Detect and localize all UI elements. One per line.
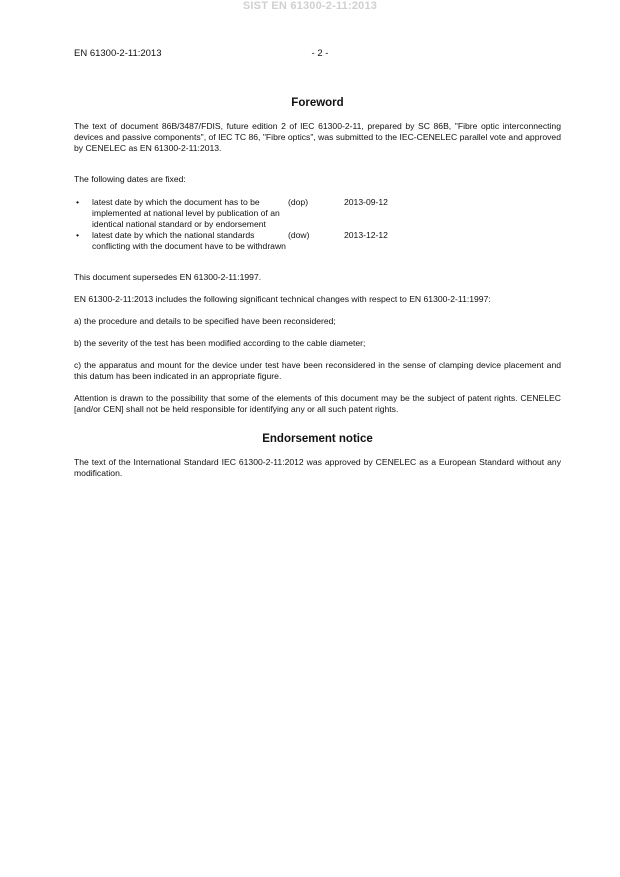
- date-row-dop: [74, 197, 561, 230]
- foreword-intro-paragraph: The text of document 86B/3487/FDIS, future edition 2 of IEC 61300-2-11, prepared by SC 86B, "Fibre optic interconnecting devices and passive components", of IEC TC 86, "Fibre optics", was submitted to the IEC-CENELEC parallel vote and approved by CENELEC as EN 61300-2-11:2013.: [74, 121, 561, 153]
- bullet-marker: •: [76, 197, 80, 207]
- date-value: 2013-09-12: [344, 197, 388, 207]
- watermark: SIST EN 61300-2-11:2013: [242, 0, 378, 12]
- page-content: [74, 98, 561, 479]
- change-c-paragraph: c) the apparatus and mount for the device under test have been reconsidered in the sense of clamping device placement and this datum has been indicated in an appropriate figure.: [74, 360, 561, 381]
- foreword-title: Foreword: [291, 97, 344, 109]
- date-description: latest date by which the national standards conflicting with the document have to be withdrawn: [92, 230, 286, 251]
- dates-intro-paragraph: The following dates are fixed:: [74, 174, 186, 184]
- date-value: 2013-12-12: [344, 230, 388, 240]
- bullet-marker: •: [76, 230, 80, 240]
- changes-intro-paragraph: EN 61300-2-11:2013 includes the following significant technical changes with respect to EN 61300-2-11:1997:: [74, 294, 491, 304]
- header-page-number: - 2 -: [311, 48, 329, 59]
- supersedes-paragraph: This document supersedes EN 61300-2-11:1997.: [74, 272, 262, 282]
- change-b-paragraph: b) the severity of the test has been modified according to the cable diameter;: [74, 338, 366, 348]
- date-code: (dop): [288, 197, 309, 207]
- change-a-paragraph: a) the procedure and details to be specified have been reconsidered;: [74, 316, 336, 326]
- endorsement-title: Endorsement notice: [262, 433, 373, 445]
- endorsement-paragraph: The text of the International Standard IEC 61300-2-11:2012 was approved by CENELEC as a European Standard without any modification.: [74, 457, 561, 478]
- date-description: latest date by which the document has to be implemented at national level by publication of an identical national standard or by endorsement: [92, 197, 280, 229]
- dates-list: [74, 197, 561, 252]
- patent-notice-paragraph: Attention is drawn to the possibility that some of the elements of this document may be the subject of patent rights. CENELEC [and/or CEN] shall not be held responsible for identifying any or all such patent rights.: [74, 393, 561, 414]
- date-row-dow: [74, 230, 561, 252]
- date-code: (dow): [288, 230, 310, 240]
- header-document-id: EN 61300-2-11:2013: [74, 48, 162, 59]
